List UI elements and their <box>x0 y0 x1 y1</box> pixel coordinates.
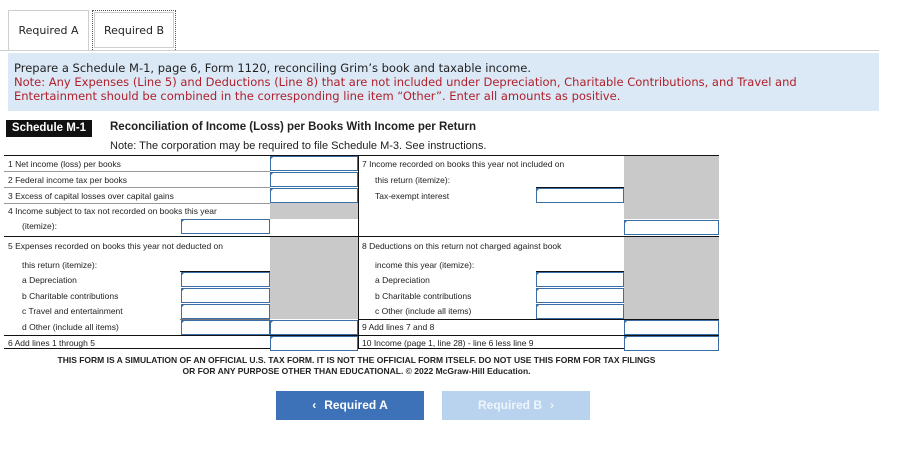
form-top-border <box>4 155 719 156</box>
line-5b-input[interactable] <box>181 288 270 303</box>
line-8c-label: c Other (include all items) <box>375 306 472 316</box>
line-7-label: 7 Income recorded on books this year not included on <box>362 159 565 169</box>
line-5-label: 5 Expenses recorded on books this year not deducted on <box>8 241 224 251</box>
disclaimer-line-1: THIS FORM IS A SIMULATION OF AN OFFICIAL U.S. TAX FORM. IT IS NOT THE OFFICIAL FORM ITSELF. DO NOT USE THIS FORM FOR TAX FILINGS <box>57 355 656 365</box>
shaded-cell <box>270 237 358 319</box>
line-8c-input[interactable] <box>536 304 624 319</box>
tax-exempt-interest-input[interactable] <box>536 188 624 203</box>
row-sep <box>4 187 270 188</box>
tab-required-b[interactable]: Required B <box>92 10 176 50</box>
tax-exempt-interest-label: Tax-exempt interest <box>375 191 450 201</box>
line-5c-input[interactable] <box>181 304 270 319</box>
line-1-input[interactable] <box>270 156 358 171</box>
next-required-b-button[interactable] <box>442 391 590 420</box>
line-3-input[interactable] <box>270 188 358 203</box>
shaded-cell <box>624 156 719 219</box>
schedule-note: Note: The corporation may be required to file Schedule M-3. See instructions. <box>110 140 487 152</box>
line-9-input[interactable] <box>624 320 719 335</box>
line-5c-label: c Travel and entertainment <box>22 306 123 316</box>
chevron-right-icon: › <box>550 398 554 412</box>
line-8a-input[interactable] <box>536 272 624 287</box>
line-9-label: 9 Add lines 7 and 8 <box>362 322 435 332</box>
tab-divider <box>0 50 879 51</box>
line-2-label: 2 Federal income tax per books <box>8 175 128 185</box>
chevron-left-icon: ‹ <box>312 398 317 412</box>
line-8b-label: b Charitable contributions <box>375 291 472 301</box>
line-6-label: 6 Add lines 1 through 5 <box>8 338 95 348</box>
line-6-input[interactable] <box>270 336 358 351</box>
line-2-input[interactable] <box>270 172 358 187</box>
form-bottom-border <box>4 348 719 349</box>
schedule-title: Reconciliation of Income (Loss) per Books With Income per Return <box>110 121 477 133</box>
line-8a-label: a Depreciation <box>375 275 430 285</box>
line-1-label: 1 Net income (loss) per books <box>8 159 121 169</box>
line-5-itemize-label: this return (itemize): <box>22 260 98 270</box>
prev-required-a-button[interactable] <box>276 391 424 420</box>
next-button-label: Required B <box>477 398 542 412</box>
line-5-total-input[interactable] <box>270 320 358 335</box>
line-5d-label: d Other (include all items) <box>22 322 119 332</box>
row-sep <box>4 203 270 204</box>
line-4-label: 4 Income subject to tax not recorded on books this year <box>8 206 217 216</box>
schedule-badge: Schedule M-1 <box>6 120 92 137</box>
line-10-input[interactable] <box>624 336 719 351</box>
line-7-itemize-label: this return (itemize): <box>375 175 451 185</box>
line-4-itemize-label: (itemize): <box>22 221 57 231</box>
instructions-main: Prepare a Schedule M-1, page 6, Form 1120, reconciling Grim’s book and taxable income. <box>14 61 532 75</box>
line-10-label: 10 Income (page 1, line 28) - line 6 less line 9 <box>362 338 534 348</box>
line-8-label: 8 Deductions on this return not charged against book <box>362 241 562 251</box>
line-5b-label: b Charitable contributions <box>22 291 119 301</box>
line-8-itemize-label: income this year (itemize): <box>375 260 475 270</box>
line-5a-label: a Depreciation <box>22 275 77 285</box>
disclaimer-line-2: OR FOR ANY PURPOSE OTHER THAN EDUCATIONAL. © 2022 McGraw-Hill Education. <box>182 366 531 376</box>
instructions-panel <box>8 53 879 111</box>
shaded-cell <box>624 237 719 319</box>
prev-button-label: Required A <box>324 398 388 412</box>
row-sep <box>4 171 270 172</box>
line-7-total-input[interactable] <box>624 220 719 235</box>
line-4-item-input[interactable] <box>181 219 270 234</box>
shaded-cell <box>270 203 358 219</box>
line-3-label: 3 Excess of capital losses over capital gains <box>8 191 174 201</box>
instructions-note: Note: Any Expenses (Line 5) and Deductions (Line 8) that are not included under Depreciation, Charitable Contributions, and Travel and Entertainment should be combined in the corresponding line item “Other”. Enter all amounts as positive. <box>14 75 797 103</box>
tab-required-a[interactable]: Required A <box>8 10 89 50</box>
line-8b-input[interactable] <box>536 288 624 303</box>
line-5d-input[interactable] <box>181 320 270 335</box>
line-5a-input[interactable] <box>181 272 270 287</box>
